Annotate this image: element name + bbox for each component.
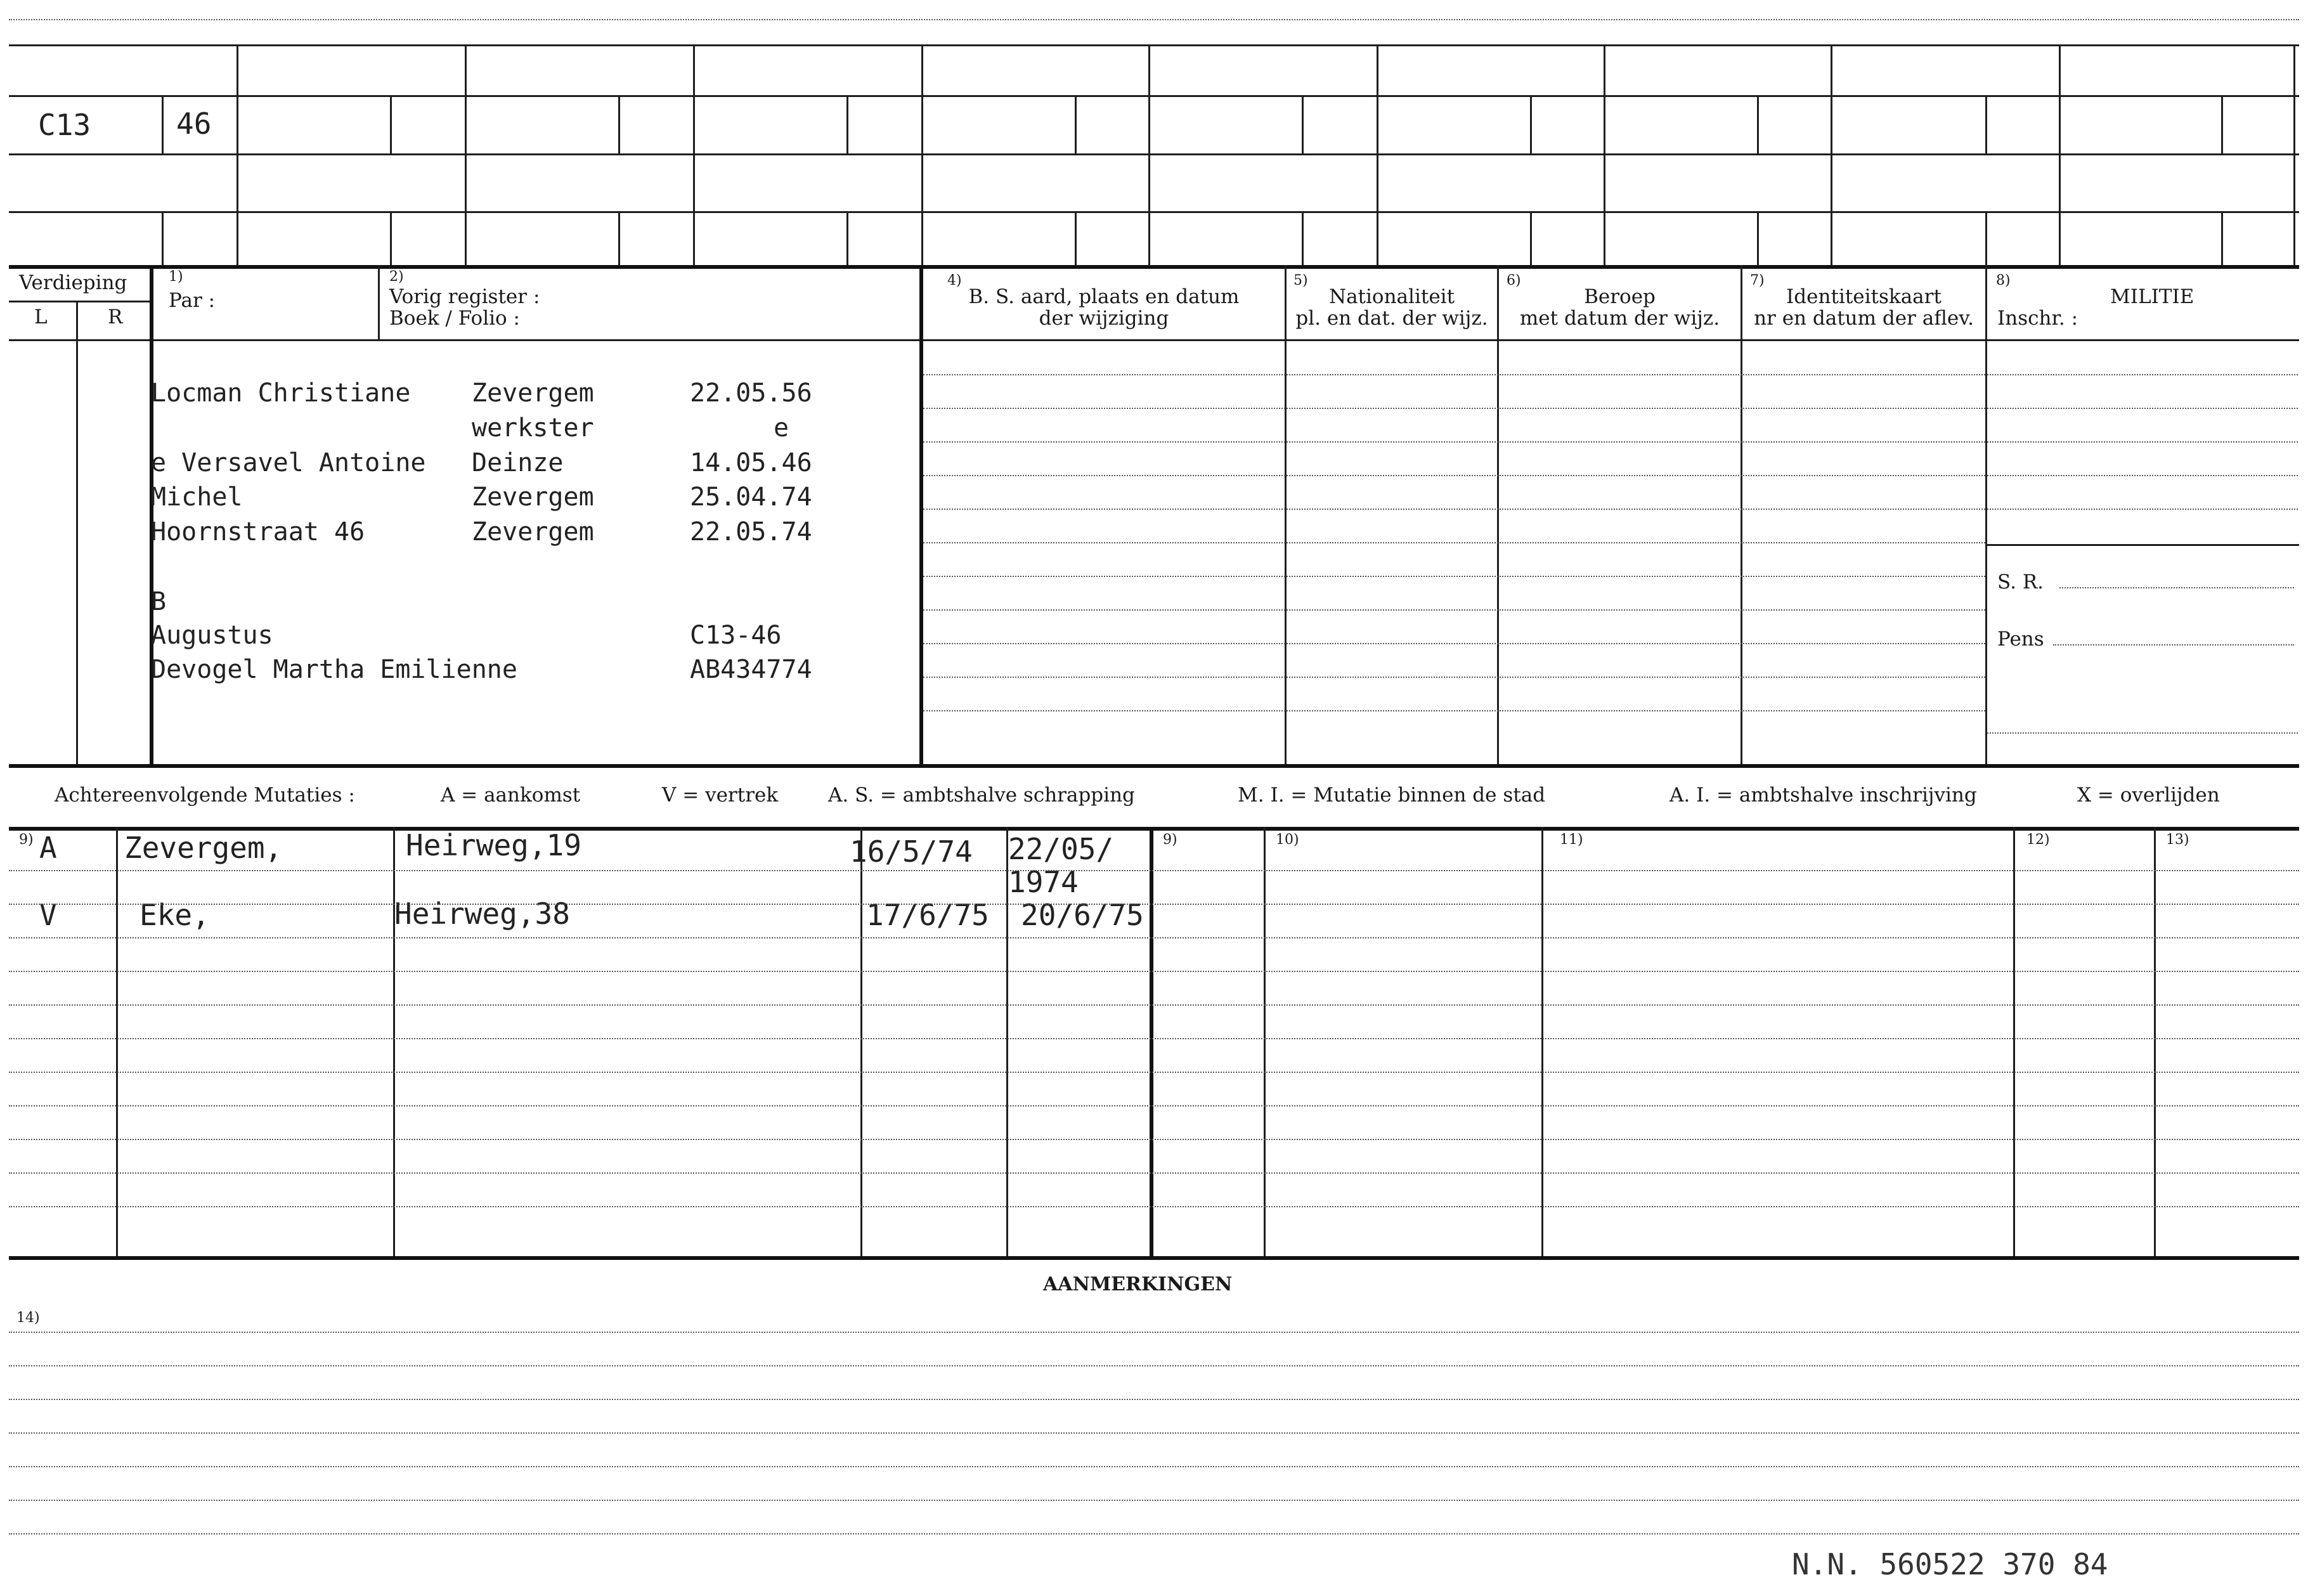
profession-label-1: Beroep	[1584, 285, 1656, 308]
top-dotted-edge	[9, 19, 2299, 20]
top-grid-divider	[1604, 44, 1605, 265]
ruled-line	[9, 1332, 2299, 1333]
ruled-line	[9, 1466, 2299, 1467]
militia-divider-line	[1985, 544, 2299, 546]
ruled-line	[923, 677, 1985, 678]
ruled-line	[1987, 732, 2298, 734]
sr-dotted-line	[2059, 587, 2294, 588]
mutations-col-divider	[2013, 827, 2015, 1256]
ruled-line	[923, 509, 1985, 510]
ruled-line	[923, 643, 1985, 644]
national-number: N.N. 560522 370 84	[1792, 1547, 2108, 1581]
section-bottom-line	[9, 764, 2299, 768]
top-grid-divider	[1302, 95, 1304, 153]
top-grid-divider	[1377, 44, 1378, 265]
floor-l-label: L	[34, 306, 48, 328]
pens-label: Pens	[1997, 628, 2044, 651]
ruled-line	[923, 408, 1985, 409]
sr-label: S. R.	[1997, 571, 2044, 594]
header-bottom-line	[9, 339, 2299, 341]
field-number-9a: 9)	[19, 832, 34, 848]
id-card-label-2: nr en datum der aflev.	[1754, 307, 1974, 330]
mutation-date-2: 20/6/75	[1021, 898, 1144, 932]
field-number-13: 13)	[2166, 832, 2189, 848]
mutation-date-1: 17/6/75	[866, 898, 989, 932]
top-grid-divider	[1075, 95, 1077, 153]
top-grid-divider	[1757, 95, 1759, 153]
top-grid-divider	[846, 211, 848, 265]
field-number-9b: 9)	[1163, 832, 1177, 848]
legend-mi: M. I. = Mutatie binnen de stad	[1238, 784, 1546, 807]
person-name-8: Devogel Martha Emilienne	[151, 655, 517, 684]
top-grid-divider	[390, 95, 392, 153]
person-place-2: werkster	[472, 413, 594, 443]
field-number-12: 12)	[2026, 832, 2050, 848]
person-date-2: e	[774, 413, 789, 443]
top-grid-divider	[162, 211, 164, 265]
register-divider	[919, 265, 923, 764]
person-name-3: e Versavel Antoine	[151, 448, 426, 477]
par-label: Par :	[169, 289, 216, 312]
bs-label-2: der wijziging	[1039, 307, 1169, 330]
card-code: C13	[38, 108, 91, 142]
ruled-line	[9, 1139, 2299, 1140]
mutations-col-divider	[1150, 827, 1153, 1256]
field-number-4: 4)	[947, 273, 962, 289]
ruled-line	[1987, 408, 2298, 409]
militia-label: MILITIE	[2110, 285, 2195, 308]
top-grid-divider	[1530, 95, 1532, 153]
person-date-7: C13-46	[690, 621, 782, 650]
field-number-8: 8)	[1996, 273, 2011, 289]
floor-r-label: R	[108, 306, 123, 328]
person-date-5: 22.05.74	[690, 517, 812, 547]
ruled-line	[9, 1072, 2299, 1073]
legend-x: X = overlijden	[2077, 784, 2220, 807]
ruled-line	[1987, 441, 2298, 443]
ruled-line	[1987, 374, 2298, 375]
top-grid-divider	[1530, 211, 1532, 265]
ruled-line	[923, 576, 1985, 577]
ruled-line	[923, 609, 1985, 611]
ruled-line	[9, 971, 2299, 972]
top-grid-line	[9, 44, 2299, 46]
top-grid-divider	[693, 44, 695, 265]
ruled-line	[9, 1432, 2299, 1434]
mutation-street: Heirweg,38	[394, 897, 570, 931]
legend-a: A = aankomst	[441, 784, 581, 807]
mutations-col-divider	[1541, 827, 1543, 1256]
ruled-line	[923, 374, 1985, 375]
floor-lr-divider	[76, 301, 78, 764]
ruled-line	[9, 1533, 2299, 1534]
top-grid-divider	[1831, 44, 1832, 265]
person-name-6: B	[151, 587, 167, 616]
top-grid-divider	[465, 44, 467, 265]
mutations-top-line	[9, 827, 2299, 831]
ruled-line	[9, 1206, 2299, 1207]
top-grid-line	[9, 95, 2299, 97]
ruled-line	[923, 710, 1985, 711]
top-grid-divider	[1985, 95, 1987, 153]
person-name-1: Locman Christiane	[151, 379, 411, 408]
top-grid-thick-line	[9, 265, 2299, 269]
mutation-type: A	[39, 831, 57, 865]
id-card-label-1: Identiteitskaart	[1786, 285, 1942, 308]
mutation-date-2: 22/05/	[1008, 832, 1114, 866]
field-number-11: 11)	[1560, 832, 1583, 848]
person-date-4: 25.04.74	[690, 483, 812, 512]
par-divider	[378, 265, 380, 339]
prev-register-label: Vorig register :	[389, 285, 540, 308]
ruled-line	[923, 475, 1985, 476]
top-grid-divider	[618, 211, 620, 265]
bs-divider	[1285, 265, 1287, 764]
mutation-place: Eke,	[139, 898, 210, 932]
book-folio-label: Boek / Folio :	[389, 307, 520, 330]
ruled-line	[9, 1399, 2299, 1400]
ruled-line	[923, 542, 1985, 543]
person-place-3: Deinze	[472, 448, 564, 477]
profession-label-2: met datum der wijz.	[1519, 307, 1720, 330]
remarks-title: AANMERKINGEN	[1043, 1273, 1233, 1295]
prof-divider	[1741, 265, 1742, 764]
top-grid-divider	[1302, 211, 1304, 265]
mutations-bottom-line	[9, 1256, 2299, 1260]
floor-divider	[150, 265, 153, 764]
person-date-3: 14.05.46	[690, 448, 812, 477]
legend-ai: A. I. = ambtshalve inschrijving	[1669, 784, 1977, 807]
top-grid-divider	[921, 44, 923, 265]
mutations-col-divider	[2154, 827, 2156, 1256]
mutations-col-divider	[393, 827, 395, 1256]
top-grid-divider	[1985, 211, 1987, 265]
bs-label-1: B. S. aard, plaats en datum	[968, 285, 1240, 308]
ruled-line	[9, 1038, 2299, 1039]
mutations-col-divider	[1264, 827, 1266, 1256]
top-grid-divider	[1075, 211, 1077, 265]
legend-v: V = vertrek	[662, 784, 779, 807]
person-place-1: Zevergem	[472, 379, 594, 408]
top-grid-divider	[618, 95, 620, 153]
person-place-5: Zevergem	[472, 517, 594, 547]
top-grid-divider	[237, 44, 238, 265]
mutation-type: V	[39, 898, 57, 932]
field-number-7: 7)	[1750, 273, 1765, 289]
mutations-col-divider	[116, 827, 118, 1256]
field-number-14: 14)	[16, 1310, 40, 1326]
ruled-line	[9, 937, 2299, 938]
top-grid-divider	[162, 95, 164, 153]
top-grid-divider	[2059, 44, 2061, 265]
legend-title: Achtereenvolgende Mutaties :	[55, 784, 355, 807]
ruled-line	[9, 1365, 2299, 1366]
ruled-line	[9, 870, 2299, 871]
ruled-line	[9, 904, 2299, 905]
top-grid-divider	[846, 95, 848, 153]
nat-divider	[1497, 265, 1499, 764]
top-grid-line	[9, 211, 2299, 213]
person-place-4: Zevergem	[472, 483, 594, 512]
person-name-4: Michel	[151, 483, 243, 512]
person-name-5: Hoornstraat 46	[151, 517, 365, 547]
ruled-line	[9, 1500, 2299, 1501]
nationality-label-2: pl. en dat. der wijz.	[1295, 307, 1488, 330]
field-number-2: 2)	[389, 269, 404, 285]
mutation-date-1: 16/5/74	[850, 834, 973, 869]
field-number-6: 6)	[1507, 273, 1521, 289]
id-divider	[1985, 265, 1987, 764]
person-name-7: Augustus	[151, 621, 273, 650]
top-grid-divider	[2221, 95, 2223, 153]
field-number-5: 5)	[1293, 273, 1308, 289]
person-date-1: 22.05.56	[690, 379, 812, 408]
mutation-date-2-year: 1974	[1008, 865, 1079, 899]
floor-label: Verdieping	[19, 271, 127, 294]
legend-as: A. S. = ambtshalve schrapping	[828, 784, 1135, 807]
pens-dotted-line	[2053, 644, 2294, 646]
field-number-1: 1)	[169, 269, 183, 285]
top-grid-line	[9, 153, 2299, 155]
floor-divider-line	[9, 301, 150, 302]
mutation-street: Heirweg,19	[406, 828, 581, 862]
ruled-line	[923, 441, 1985, 443]
nationality-label-1: Nationaliteit	[1328, 285, 1455, 308]
ruled-line	[9, 1172, 2299, 1174]
top-grid-divider	[1757, 211, 1759, 265]
inschr-label: Inschr. :	[1997, 307, 2078, 330]
ruled-line	[1987, 509, 2298, 510]
ruled-line	[1987, 475, 2298, 476]
top-grid-divider	[2293, 44, 2295, 265]
top-grid-divider	[1148, 44, 1150, 265]
card-number: 46	[176, 107, 212, 141]
top-grid-divider	[2221, 211, 2223, 265]
top-grid-divider	[390, 211, 392, 265]
ruled-line	[9, 1105, 2299, 1106]
mutations-col-divider	[860, 827, 862, 1256]
person-date-8: AB434774	[690, 655, 812, 684]
ruled-line	[9, 1004, 2299, 1006]
mutation-place: Zevergem,	[124, 831, 283, 865]
field-number-10: 10)	[1276, 832, 1299, 848]
